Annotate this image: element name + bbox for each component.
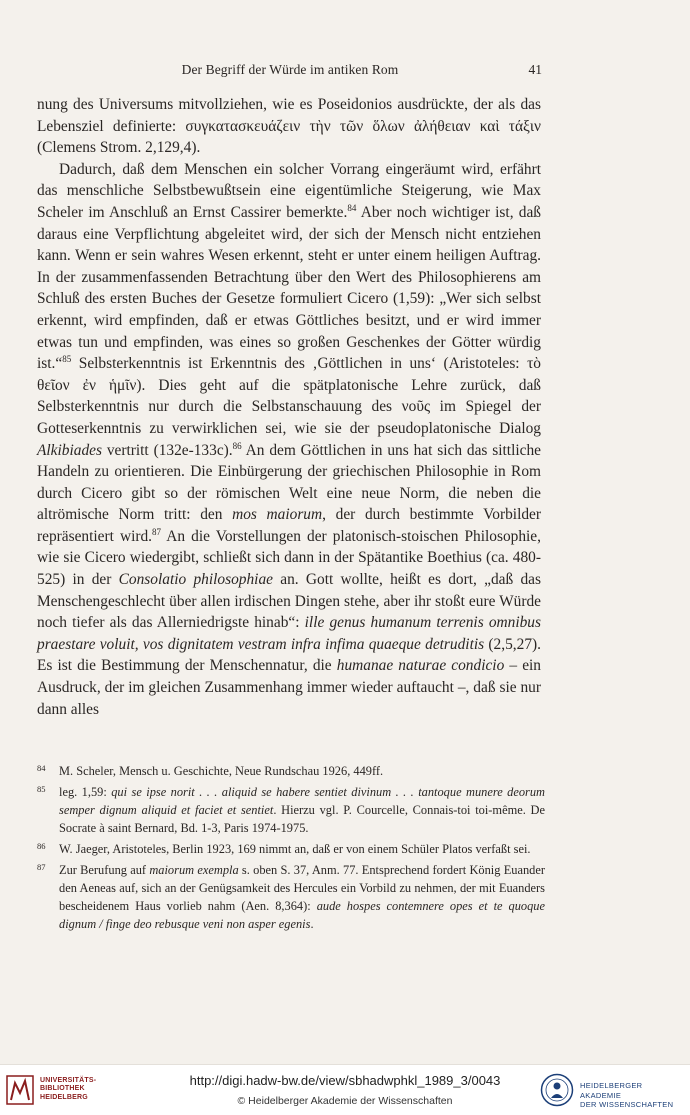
footnote-text: . Hierzu vgl. P. Courcelle, Connais-toi toi-même. De Socrate à saint Bernard, Bd. 1-3, Paris 1974-1975. [59, 803, 546, 835]
latin-quotation: qui se ipse norit . . . aliquid se habere sentiet divinum . . . tantoque munere deorum semper dignum aliquid et faciet et sentiet [59, 785, 545, 817]
academy-logo-text: HEIDELBERGER AKADEMIE DER WISSENSCHAFTEN [580, 1081, 674, 1109]
footnote-text: Zur Berufung auf [59, 863, 150, 877]
footnote-84 [37, 762, 545, 780]
italic-term: maiorum exempla [149, 863, 239, 877]
copyright-notice: © Heidelberger Akademie der Wissenschaften [237, 1095, 453, 1107]
running-title: Der Begriff der Würde im antiken Rom [181, 62, 399, 77]
footnote-text: W. Jaeger, Aristoteles, Berlin 1923, 169 nimmt an, daß er von einem Schüler Platos verfaßt sei. [59, 842, 531, 856]
paragraph-1 [37, 94, 541, 159]
footnote-number: 87 [37, 862, 46, 872]
footnote-text: M. Scheler, Mensch u. Geschichte, Neue Rundschau 1926, 449ff. [59, 764, 384, 778]
italic-title-consolatio: Consolatio philosophiae [118, 571, 273, 589]
footnote-number: 85 [37, 784, 46, 794]
footnote-ref-87[interactable]: 87 [152, 526, 162, 537]
footnote-number: 84 [37, 763, 46, 773]
footnote-number: 86 [37, 841, 46, 851]
footnote-ref-85[interactable]: 85 [62, 354, 72, 365]
footnote-text: s. oben S. 37, Anm. 77. Entsprechend fordert König Euander den Aeneas auf, sich an der Genügsamkeit des Hercules ein Vorbild zu nehmen, der mit Euanders bescheidenem Haus vorlieb nahm (Aen. 8,364): [59, 863, 545, 913]
text-run: vertritt (132e-133c). [101, 441, 233, 459]
text-run: Selbsterkenntnis ist Erkenntnis des ‚Göttlichen in uns‘ (Aristoteles: τὸ θεῖον ἐν ἡμῖν). Dies geht auf die spätplatonische Lehre zurück, daß Selbsterkenntnis nur durch die Selbstanschauung des νοῦς im Spiegel der Gotteserkenntnis zu verwirklichen sei, wie sie der pseudoplatonische Dialog [37, 355, 541, 437]
main-text [37, 94, 541, 720]
italic-title-alkibiades: Alkibiades [37, 441, 102, 459]
footnote-85 [37, 783, 545, 837]
latin-quotation: ille genus humanum terrenis omnibus praestare voluit, vos dignitatem vestram infra infima quaeque detruditis [37, 614, 541, 653]
footnotes [37, 762, 545, 936]
academy-logo[interactable] [540, 1073, 685, 1109]
text-run: An dem Göttlichen in uns hat sich das sittliche Handeln zu orientieren. Die Einbürgerung der griechischen Philosophie in Rom durch Cicero gibt so der römischen Welt eine neue Norm, die neben die altrömische Norm tritt: den [37, 441, 541, 524]
text-run: Aber noch wichtiger ist, daß daraus eine Verpflichtung abgeleitet wird, der sich der Mensch nicht entziehen kann. Wenn er sein wahres Wesen erkennt, steht er unter einem heiligen Auftrag. In der zusammenfassenden Betrachtung über den Wert des Philosophierens am Schluß des ersten Buches der Gesetze formuliert Cicero (1,59): „Wer sich selbst erkennt, wird empfinden, daß er etwas Göttliches besitzt, und er wird immer etwas tun und empfinden, was eines so großen Geschenkes der Götter würdig ist.“ [37, 203, 541, 373]
italic-term: mos maiorum [232, 506, 323, 524]
text-run: – ein Ausdruck, der im gleichen Zusammenhang immer wieder auftaucht –, daß sie nur dann alles [37, 657, 541, 718]
footnote-86 [37, 840, 545, 858]
text-run: (2,5,27). Es ist die Bestimmung der Menschennatur, die [37, 635, 541, 675]
text-run: nung des Universums mitvollziehen, wie es Poseidonios ausdrückte, der als das Lebensziel definierte: συγκατασκευάζειν τὴν τῶν ὅλων ἀλήθειαν καὶ τάξιν (Clemens Strom. 2,129,4). [37, 96, 541, 157]
footnote-ref-86[interactable]: 86 [232, 440, 242, 451]
footnote-ref-84[interactable]: 84 [347, 202, 357, 213]
text-run: , der durch bestimmte Vorbilder repräsentiert wird. [37, 506, 541, 545]
paragraph-2 [37, 159, 541, 720]
italic-term: humanae naturae condicio [336, 657, 505, 675]
footnote-text: leg. 1,59: [59, 785, 112, 799]
footnote-87 [37, 861, 545, 933]
footnote-text: . [310, 917, 314, 931]
page-number: 41 [528, 62, 542, 77]
library-logo-text: UNIVERSITÄTS- BIBLIOTHEK HEIDELBERG [40, 1077, 97, 1101]
academy-seal-icon [540, 1073, 574, 1107]
permalink-url[interactable]: http://digi.hadw-bw.de/view/sbhadwphkl_1989_3/0043 [189, 1073, 501, 1088]
latin-quotation: aude hospes contemnere opes et te quoque dignum / finge deo rebusque veni non asper egenis [59, 899, 546, 931]
text-run: an. Gott wollte, heißt es dort, „daß das Menschengeschlecht über allen irdischen Dingen stehe, aber ihr stoßt eure Würde noch tiefer als das Allerniedrigste hinab“: [37, 571, 541, 632]
text-run: Dadurch, daß dem Menschen ein solcher Vorrang eingeräumt wird, erfährt das menschliche Selbstbewußtsein eine eigentümliche Steigerung, wie Max Scheler im Anschluß an Ernst Cassirer bemerkte. [37, 160, 541, 221]
viewer-footer [0, 1064, 690, 1115]
text-run: An die Vorstellungen der platonisch-stoischen Philosophie, wie sie Cicero wiedergibt, schließt sich dann in der Spätantike Boethius (ca. 480-525) in der [37, 527, 541, 589]
